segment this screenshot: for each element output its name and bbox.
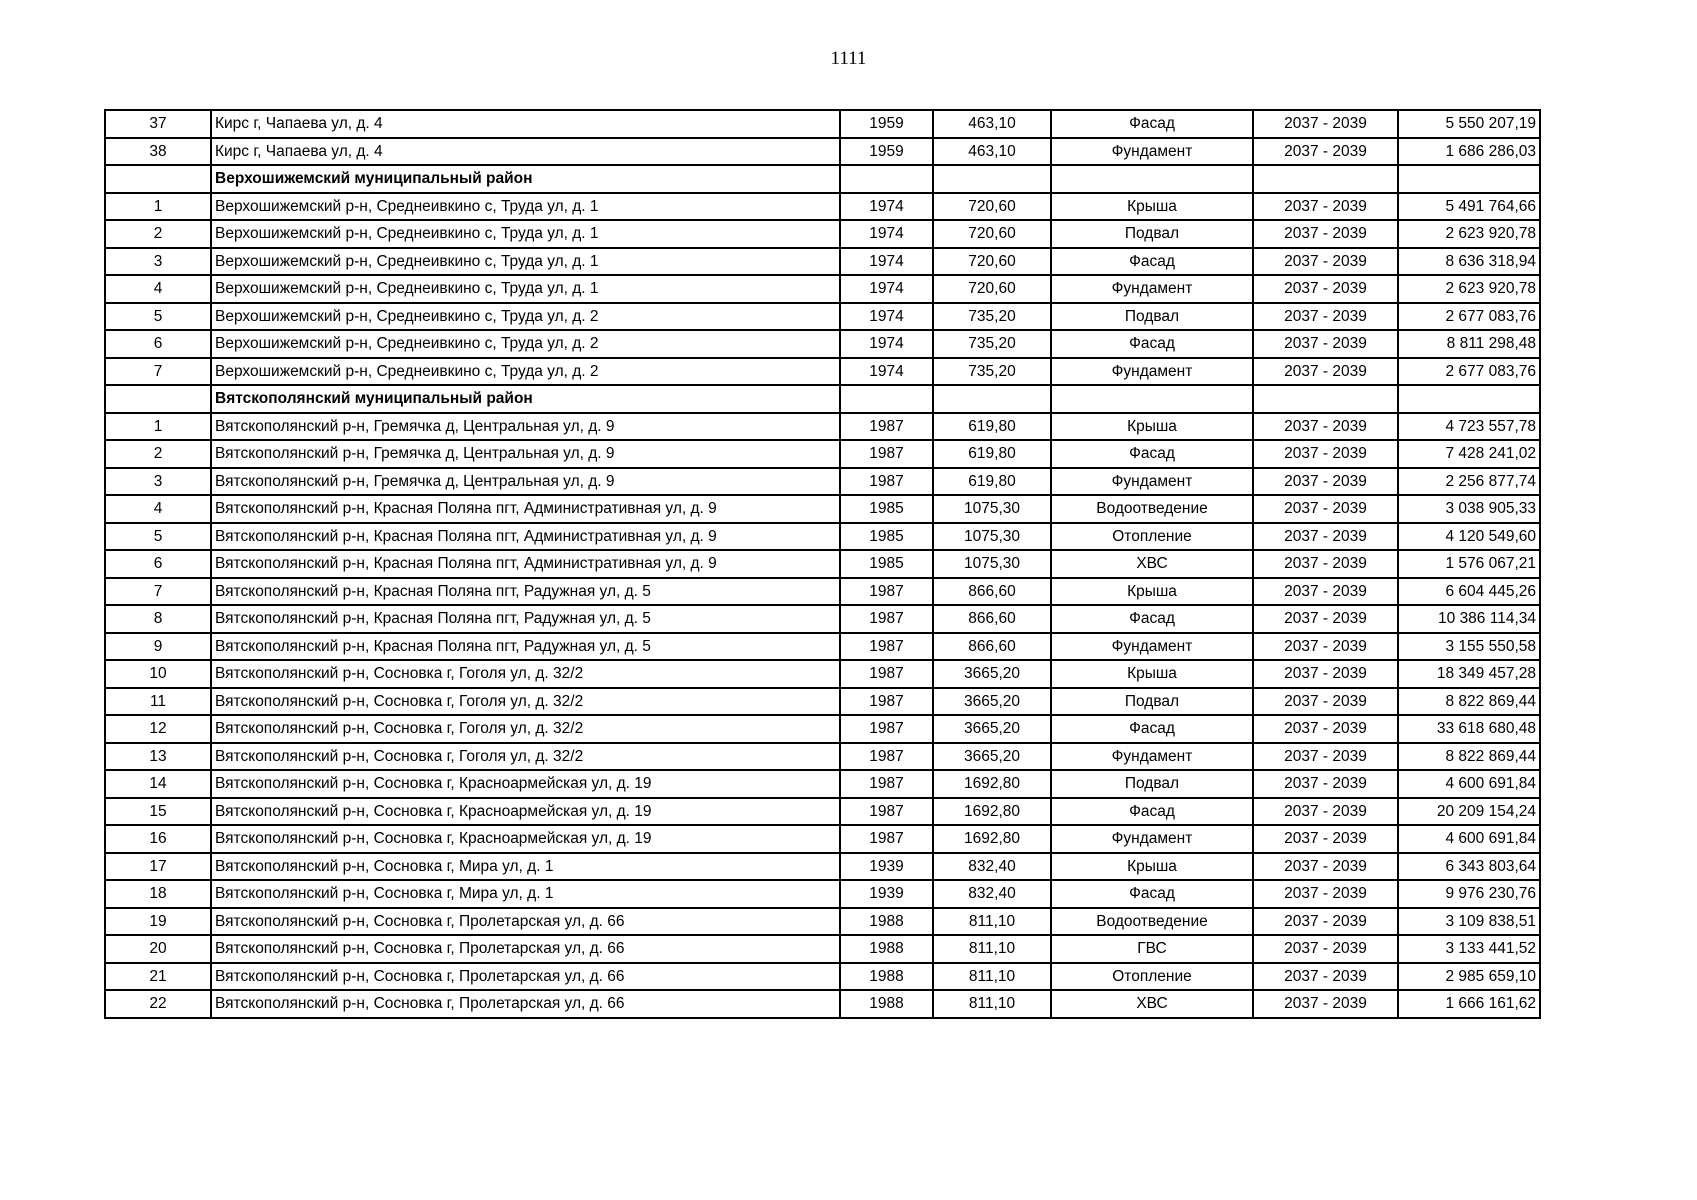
area-cell: 811,10 [933,935,1051,963]
year-cell: 1985 [840,550,933,578]
row-number: 5 [105,523,211,551]
row-number: 6 [105,550,211,578]
table-row [105,660,1540,688]
year-cell: 1974 [840,275,933,303]
cost-cell: 2 677 083,76 [1398,303,1540,331]
work-type-cell: Фасад [1051,440,1253,468]
area-cell: 1692,80 [933,770,1051,798]
work-type-cell: ХВС [1051,990,1253,1018]
row-number: 4 [105,495,211,523]
area-cell: 735,20 [933,358,1051,386]
table-row [105,853,1540,881]
year-cell: 1987 [840,413,933,441]
cost-cell: 20 209 154,24 [1398,798,1540,826]
area-cell: 720,60 [933,275,1051,303]
district-title: Вятскополянский муниципальный район [211,385,840,413]
address-cell: Вятскополянский р-н, Сосновка г, Красноармейская ул, д. 19 [211,798,840,826]
address-cell: Кирс г, Чапаева ул, д. 4 [211,138,840,166]
empty-cell [1253,385,1398,413]
empty-cell [1398,165,1540,193]
address-cell: Верхошижемский р-н, Среднеивкино с, Труда ул, д. 1 [211,275,840,303]
page-number: 1111 [830,48,867,69]
address-cell: Вятскополянский р-н, Красная Поляна пгт, Административная ул, д. 9 [211,550,840,578]
cost-cell: 1 576 067,21 [1398,550,1540,578]
table-row [105,358,1540,386]
area-cell: 720,60 [933,193,1051,221]
work-type-cell: Крыша [1051,413,1253,441]
year-cell: 1974 [840,358,933,386]
cost-cell: 3 133 441,52 [1398,935,1540,963]
cost-cell: 8 822 869,44 [1398,688,1540,716]
work-type-cell: Фасад [1051,880,1253,908]
area-cell: 811,10 [933,963,1051,991]
address-cell: Вятскополянский р-н, Гремячка д, Центральная ул, д. 9 [211,413,840,441]
cost-cell: 2 623 920,78 [1398,275,1540,303]
address-cell: Вятскополянский р-н, Сосновка г, Пролетарская ул, д. 66 [211,963,840,991]
table-row [105,880,1540,908]
row-number: 4 [105,275,211,303]
cost-cell: 8 636 318,94 [1398,248,1540,276]
area-cell: 720,60 [933,248,1051,276]
period-cell: 2037 - 2039 [1253,990,1398,1018]
address-cell: Вятскополянский р-н, Красная Поляна пгт, Административная ул, д. 9 [211,495,840,523]
year-cell: 1974 [840,303,933,331]
address-cell: Вятскополянский р-н, Сосновка г, Красноармейская ул, д. 19 [211,825,840,853]
table-row [105,825,1540,853]
period-cell: 2037 - 2039 [1253,193,1398,221]
address-cell: Кирс г, Чапаева ул, д. 4 [211,110,840,138]
area-cell: 3665,20 [933,743,1051,771]
work-type-cell: Фундамент [1051,743,1253,771]
work-type-cell: Фундамент [1051,825,1253,853]
work-type-cell: Подвал [1051,220,1253,248]
table-row [105,633,1540,661]
empty-cell [933,385,1051,413]
year-cell: 1974 [840,193,933,221]
row-number: 14 [105,770,211,798]
work-type-cell: Фундамент [1051,138,1253,166]
period-cell: 2037 - 2039 [1253,523,1398,551]
row-number: 18 [105,880,211,908]
year-cell: 1988 [840,990,933,1018]
table-row [105,275,1540,303]
table-row [105,495,1540,523]
period-cell: 2037 - 2039 [1253,468,1398,496]
district-header-row [105,165,1540,193]
period-cell: 2037 - 2039 [1253,330,1398,358]
row-number: 10 [105,660,211,688]
area-cell: 619,80 [933,440,1051,468]
area-cell: 811,10 [933,990,1051,1018]
table-row [105,935,1540,963]
cost-cell: 2 985 659,10 [1398,963,1540,991]
year-cell: 1987 [840,468,933,496]
table-row [105,193,1540,221]
period-cell: 2037 - 2039 [1253,110,1398,138]
cost-cell: 3 038 905,33 [1398,495,1540,523]
work-type-cell: Фундамент [1051,275,1253,303]
row-number: 7 [105,358,211,386]
address-cell: Верхошижемский р-н, Среднеивкино с, Труда ул, д. 1 [211,193,840,221]
row-number: 2 [105,220,211,248]
cost-cell: 1 686 286,03 [1398,138,1540,166]
work-type-cell: Фасад [1051,330,1253,358]
year-cell: 1939 [840,853,933,881]
year-cell: 1987 [840,660,933,688]
area-cell: 811,10 [933,908,1051,936]
period-cell: 2037 - 2039 [1253,908,1398,936]
cost-cell: 3 109 838,51 [1398,908,1540,936]
empty-cell [1398,385,1540,413]
period-cell: 2037 - 2039 [1253,495,1398,523]
table-row [105,963,1540,991]
row-number: 22 [105,990,211,1018]
cost-cell: 8 822 869,44 [1398,743,1540,771]
empty-cell [840,385,933,413]
area-cell: 1075,30 [933,495,1051,523]
cost-cell: 5 550 207,19 [1398,110,1540,138]
period-cell: 2037 - 2039 [1253,660,1398,688]
area-cell: 735,20 [933,303,1051,331]
empty-cell [1051,385,1253,413]
table-row [105,523,1540,551]
address-cell: Верхошижемский р-н, Среднеивкино с, Труда ул, д. 2 [211,330,840,358]
row-number: 5 [105,303,211,331]
area-cell: 866,60 [933,633,1051,661]
work-type-cell: Крыша [1051,578,1253,606]
table-row [105,990,1540,1018]
period-cell: 2037 - 2039 [1253,138,1398,166]
cost-cell: 4 120 549,60 [1398,523,1540,551]
table-row [105,110,1540,138]
area-cell: 1075,30 [933,523,1051,551]
year-cell: 1987 [840,605,933,633]
table-row [105,550,1540,578]
row-number: 8 [105,605,211,633]
table-row [105,743,1540,771]
empty-cell [1051,165,1253,193]
cost-cell: 10 386 114,34 [1398,605,1540,633]
empty-cell [840,165,933,193]
year-cell: 1988 [840,935,933,963]
district-title: Верхошижемский муниципальный район [211,165,840,193]
work-type-cell: ГВС [1051,935,1253,963]
work-type-cell: Подвал [1051,688,1253,716]
period-cell: 2037 - 2039 [1253,770,1398,798]
period-cell: 2037 - 2039 [1253,550,1398,578]
table-row [105,798,1540,826]
year-cell: 1988 [840,963,933,991]
address-cell: Вятскополянский р-н, Сосновка г, Мира ул, д. 1 [211,880,840,908]
empty-cell [1253,165,1398,193]
period-cell: 2037 - 2039 [1253,605,1398,633]
area-cell: 619,80 [933,413,1051,441]
address-cell: Верхошижемский р-н, Среднеивкино с, Труда ул, д. 1 [211,220,840,248]
year-cell: 1974 [840,248,933,276]
cost-cell: 4 723 557,78 [1398,413,1540,441]
year-cell: 1939 [840,880,933,908]
period-cell: 2037 - 2039 [1253,825,1398,853]
address-cell: Вятскополянский р-н, Сосновка г, Пролетарская ул, д. 66 [211,935,840,963]
empty-cell [105,165,211,193]
table-row [105,688,1540,716]
cost-cell: 9 976 230,76 [1398,880,1540,908]
cost-cell: 6 604 445,26 [1398,578,1540,606]
table-row [105,605,1540,633]
work-type-cell: Фундамент [1051,358,1253,386]
row-number: 1 [105,413,211,441]
district-header-row [105,385,1540,413]
year-cell: 1987 [840,770,933,798]
table-row [105,468,1540,496]
work-type-cell: Отопление [1051,523,1253,551]
table-row [105,138,1540,166]
address-cell: Вятскополянский р-н, Сосновка г, Гоголя ул, д. 32/2 [211,660,840,688]
table-row [105,770,1540,798]
row-number: 21 [105,963,211,991]
cost-cell: 33 618 680,48 [1398,715,1540,743]
period-cell: 2037 - 2039 [1253,853,1398,881]
cost-cell: 2 623 920,78 [1398,220,1540,248]
period-cell: 2037 - 2039 [1253,935,1398,963]
year-cell: 1974 [840,220,933,248]
year-cell: 1987 [840,688,933,716]
row-number: 20 [105,935,211,963]
area-cell: 735,20 [933,330,1051,358]
year-cell: 1959 [840,138,933,166]
address-cell: Вятскополянский р-н, Гремячка д, Центральная ул, д. 9 [211,468,840,496]
area-cell: 866,60 [933,578,1051,606]
period-cell: 2037 - 2039 [1253,633,1398,661]
address-cell: Вятскополянский р-н, Сосновка г, Красноармейская ул, д. 19 [211,770,840,798]
area-cell: 463,10 [933,110,1051,138]
year-cell: 1985 [840,523,933,551]
period-cell: 2037 - 2039 [1253,880,1398,908]
work-type-cell: Водоотведение [1051,908,1253,936]
work-type-cell: Крыша [1051,853,1253,881]
work-type-cell: Крыша [1051,660,1253,688]
table-row [105,220,1540,248]
table-row [105,330,1540,358]
period-cell: 2037 - 2039 [1253,743,1398,771]
row-number: 37 [105,110,211,138]
address-cell: Вятскополянский р-н, Сосновка г, Гоголя ул, д. 32/2 [211,715,840,743]
area-cell: 463,10 [933,138,1051,166]
address-cell: Вятскополянский р-н, Красная Поляна пгт, Радужная ул, д. 5 [211,605,840,633]
year-cell: 1987 [840,743,933,771]
address-cell: Вятскополянский р-н, Сосновка г, Гоголя ул, д. 32/2 [211,743,840,771]
work-type-cell: Фасад [1051,110,1253,138]
area-cell: 3665,20 [933,660,1051,688]
address-cell: Вятскополянский р-н, Красная Поляна пгт, Радужная ул, д. 5 [211,578,840,606]
address-cell: Вятскополянский р-н, Красная Поляна пгт, Административная ул, д. 9 [211,523,840,551]
address-cell: Верхошижемский р-н, Среднеивкино с, Труда ул, д. 1 [211,248,840,276]
cost-cell: 4 600 691,84 [1398,825,1540,853]
area-cell: 866,60 [933,605,1051,633]
repair-schedule-table [104,109,1541,1019]
address-cell: Вятскополянский р-н, Гремячка д, Центральная ул, д. 9 [211,440,840,468]
year-cell: 1987 [840,578,933,606]
address-cell: Вятскополянский р-н, Сосновка г, Пролетарская ул, д. 66 [211,908,840,936]
empty-cell [933,165,1051,193]
cost-cell: 2 677 083,76 [1398,358,1540,386]
row-number: 16 [105,825,211,853]
table-row [105,413,1540,441]
work-type-cell: Крыша [1051,193,1253,221]
address-cell: Вятскополянский р-н, Сосновка г, Мира ул, д. 1 [211,853,840,881]
cost-cell: 4 600 691,84 [1398,770,1540,798]
year-cell: 1985 [840,495,933,523]
work-type-cell: Фундамент [1051,468,1253,496]
address-cell: Вятскополянский р-н, Сосновка г, Пролетарская ул, д. 66 [211,990,840,1018]
area-cell: 832,40 [933,853,1051,881]
area-cell: 3665,20 [933,715,1051,743]
cost-cell: 6 343 803,64 [1398,853,1540,881]
period-cell: 2037 - 2039 [1253,963,1398,991]
period-cell: 2037 - 2039 [1253,715,1398,743]
work-type-cell: Подвал [1051,303,1253,331]
year-cell: 1987 [840,440,933,468]
row-number: 9 [105,633,211,661]
cost-cell: 5 491 764,66 [1398,193,1540,221]
row-number: 6 [105,330,211,358]
year-cell: 1987 [840,633,933,661]
row-number: 38 [105,138,211,166]
work-type-cell: Подвал [1051,770,1253,798]
cost-cell: 2 256 877,74 [1398,468,1540,496]
period-cell: 2037 - 2039 [1253,798,1398,826]
year-cell: 1987 [840,825,933,853]
address-cell: Верхошижемский р-н, Среднеивкино с, Труда ул, д. 2 [211,358,840,386]
row-number: 17 [105,853,211,881]
table-row [105,248,1540,276]
year-cell: 1959 [840,110,933,138]
table-body [105,110,1540,1018]
work-type-cell: Фасад [1051,605,1253,633]
address-cell: Вятскополянский р-н, Сосновка г, Гоголя ул, д. 32/2 [211,688,840,716]
row-number: 11 [105,688,211,716]
table-row [105,715,1540,743]
work-type-cell: Фасад [1051,248,1253,276]
row-number: 2 [105,440,211,468]
work-type-cell: Водоотведение [1051,495,1253,523]
area-cell: 1692,80 [933,798,1051,826]
period-cell: 2037 - 2039 [1253,413,1398,441]
year-cell: 1974 [840,330,933,358]
period-cell: 2037 - 2039 [1253,275,1398,303]
row-number: 19 [105,908,211,936]
row-number: 7 [105,578,211,606]
period-cell: 2037 - 2039 [1253,688,1398,716]
cost-cell: 7 428 241,02 [1398,440,1540,468]
row-number: 3 [105,468,211,496]
area-cell: 1692,80 [933,825,1051,853]
table-row [105,440,1540,468]
cost-cell: 1 666 161,62 [1398,990,1540,1018]
table-row [105,908,1540,936]
work-type-cell: Отопление [1051,963,1253,991]
area-cell: 832,40 [933,880,1051,908]
period-cell: 2037 - 2039 [1253,440,1398,468]
period-cell: 2037 - 2039 [1253,248,1398,276]
row-number: 15 [105,798,211,826]
row-number: 12 [105,715,211,743]
empty-cell [105,385,211,413]
row-number: 13 [105,743,211,771]
cost-cell: 8 811 298,48 [1398,330,1540,358]
row-number: 1 [105,193,211,221]
period-cell: 2037 - 2039 [1253,578,1398,606]
work-type-cell: ХВС [1051,550,1253,578]
table-row [105,578,1540,606]
area-cell: 1075,30 [933,550,1051,578]
period-cell: 2037 - 2039 [1253,303,1398,331]
address-cell: Вятскополянский р-н, Красная Поляна пгт, Радужная ул, д. 5 [211,633,840,661]
address-cell: Верхошижемский р-н, Среднеивкино с, Труда ул, д. 2 [211,303,840,331]
work-type-cell: Фундамент [1051,633,1253,661]
work-type-cell: Фасад [1051,715,1253,743]
row-number: 3 [105,248,211,276]
area-cell: 619,80 [933,468,1051,496]
period-cell: 2037 - 2039 [1253,358,1398,386]
area-cell: 3665,20 [933,688,1051,716]
area-cell: 720,60 [933,220,1051,248]
table-row [105,303,1540,331]
year-cell: 1988 [840,908,933,936]
year-cell: 1987 [840,715,933,743]
work-type-cell: Фасад [1051,798,1253,826]
cost-cell: 3 155 550,58 [1398,633,1540,661]
year-cell: 1987 [840,798,933,826]
period-cell: 2037 - 2039 [1253,220,1398,248]
cost-cell: 18 349 457,28 [1398,660,1540,688]
